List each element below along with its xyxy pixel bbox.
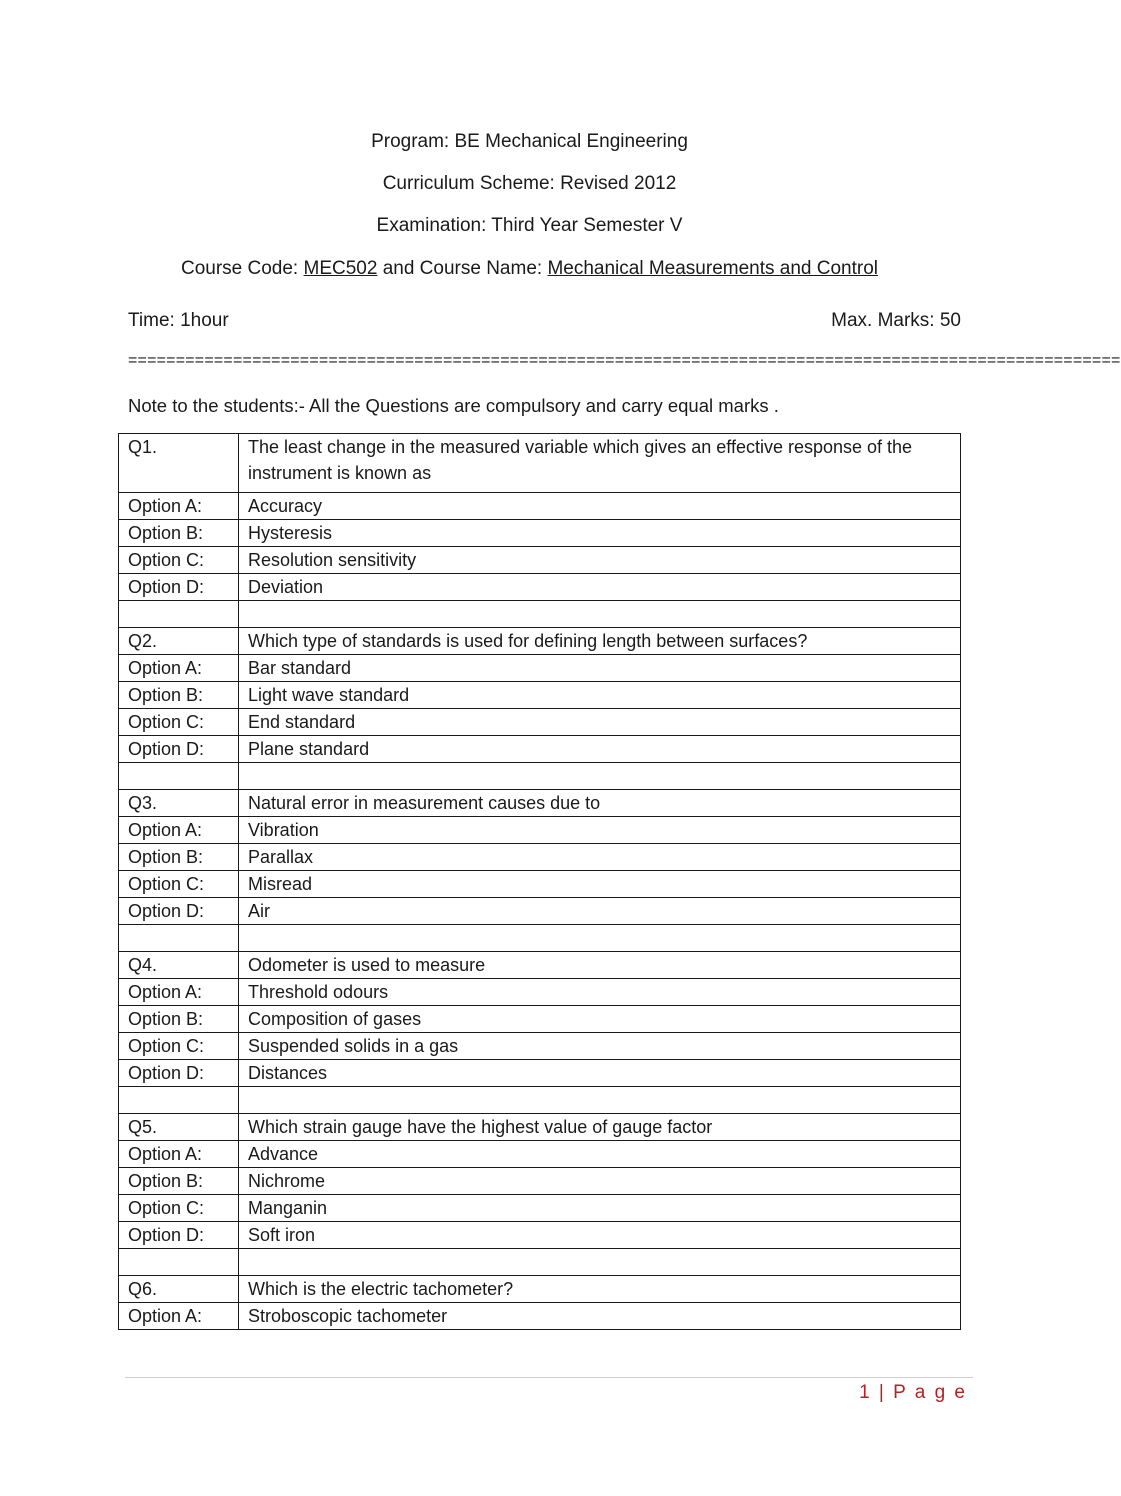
question-row <box>119 434 961 493</box>
blank-cell <box>119 925 239 952</box>
option-text: Manganin <box>239 1195 961 1222</box>
option-label: Option B: <box>119 520 239 547</box>
option-text: Bar standard <box>239 655 961 682</box>
blank-cell <box>239 601 961 628</box>
blank-cell <box>119 601 239 628</box>
question-label: Q5. <box>119 1114 239 1141</box>
option-row <box>119 547 961 574</box>
option-label: Option C: <box>119 1033 239 1060</box>
option-label: Option B: <box>119 1006 239 1033</box>
option-text: Suspended solids in a gas <box>239 1033 961 1060</box>
option-text: Threshold odours <box>239 979 961 1006</box>
option-label: Option C: <box>119 1195 239 1222</box>
question-row <box>119 1276 961 1303</box>
question-text: Natural error in measurement causes due to <box>239 790 961 817</box>
program-line: Program: BE Mechanical Engineering <box>371 131 688 152</box>
blank-row <box>119 1087 961 1114</box>
option-text: Nichrome <box>239 1168 961 1195</box>
option-row <box>119 1033 961 1060</box>
option-label: Option D: <box>119 574 239 601</box>
course-line <box>0 257 1059 281</box>
option-text: Vibration <box>239 817 961 844</box>
option-row <box>119 682 961 709</box>
option-label: Option A: <box>119 979 239 1006</box>
question-row <box>119 628 961 655</box>
blank-row <box>119 925 961 952</box>
option-row <box>119 520 961 547</box>
max-marks: Max. Marks: 50 <box>831 310 961 331</box>
option-row <box>119 898 961 925</box>
option-text: Hysteresis <box>239 520 961 547</box>
option-label: Option D: <box>119 898 239 925</box>
option-text: Soft iron <box>239 1222 961 1249</box>
option-text: Misread <box>239 871 961 898</box>
exam-time: Time: 1hour <box>128 310 229 331</box>
option-text: End standard <box>239 709 961 736</box>
option-label: Option D: <box>119 1060 239 1087</box>
question-text: Odometer is used to measure <box>239 952 961 979</box>
question-label: Q4. <box>119 952 239 979</box>
examination-line: Examination: Third Year Semester V <box>376 215 683 236</box>
option-row <box>119 1168 961 1195</box>
option-label: Option D: <box>119 736 239 763</box>
option-row <box>119 817 961 844</box>
option-label: Option C: <box>119 709 239 736</box>
page-number: 1 | P a g e <box>859 1382 967 1403</box>
option-label: Option A: <box>119 1303 239 1330</box>
option-row <box>119 736 961 763</box>
option-row <box>119 709 961 736</box>
option-row <box>119 655 961 682</box>
questions-table-body <box>119 434 961 1330</box>
option-text: Resolution sensitivity <box>239 547 961 574</box>
option-text: Plane standard <box>239 736 961 763</box>
option-row <box>119 979 961 1006</box>
blank-cell <box>239 1249 961 1276</box>
option-text: Stroboscopic tachometer <box>239 1303 961 1330</box>
question-text: Which is the electric tachometer? <box>239 1276 961 1303</box>
option-label: Option B: <box>119 682 239 709</box>
option-text: Accuracy <box>239 493 961 520</box>
option-row <box>119 574 961 601</box>
blank-cell <box>239 925 961 952</box>
option-row <box>119 1006 961 1033</box>
question-label: Q3. <box>119 790 239 817</box>
blank-cell <box>119 1087 239 1114</box>
option-label: Option B: <box>119 1168 239 1195</box>
question-text: The least change in the measured variable which gives an effective response of the instrument is known as <box>239 434 961 493</box>
option-text: Air <box>239 898 961 925</box>
question-label: Q2. <box>119 628 239 655</box>
option-row <box>119 1141 961 1168</box>
option-label: Option C: <box>119 871 239 898</box>
option-text: Light wave standard <box>239 682 961 709</box>
option-row <box>119 1060 961 1087</box>
course-name-prefix: and Course Name: <box>377 258 548 279</box>
option-label: Option A: <box>119 817 239 844</box>
questions-table <box>118 433 961 1330</box>
option-row <box>119 1195 961 1222</box>
option-label: Option B: <box>119 844 239 871</box>
option-row <box>119 871 961 898</box>
course-name: Mechanical Measurements and Control <box>547 258 879 279</box>
footer-rule <box>125 1377 973 1378</box>
question-row <box>119 790 961 817</box>
course-code-prefix: Course Code: <box>180 258 304 279</box>
question-row <box>119 952 961 979</box>
blank-cell <box>119 763 239 790</box>
option-label: Option A: <box>119 493 239 520</box>
option-label: Option A: <box>119 1141 239 1168</box>
question-text: Which strain gauge have the highest value of gauge factor <box>239 1114 961 1141</box>
option-text: Deviation <box>239 574 961 601</box>
option-text: Distances <box>239 1060 961 1087</box>
option-label: Option D: <box>119 1222 239 1249</box>
option-label: Option A: <box>119 655 239 682</box>
blank-row <box>119 763 961 790</box>
option-row <box>119 493 961 520</box>
course-code: MEC502 <box>303 258 378 279</box>
blank-row <box>119 601 961 628</box>
option-text: Parallax <box>239 844 961 871</box>
question-label: Q1. <box>119 434 239 493</box>
question-label: Q6. <box>119 1276 239 1303</box>
blank-cell <box>239 763 961 790</box>
option-text: Advance <box>239 1141 961 1168</box>
blank-row <box>119 1249 961 1276</box>
curriculum-line: Curriculum Scheme: Revised 2012 <box>382 173 677 194</box>
option-row <box>119 1222 961 1249</box>
question-row <box>119 1114 961 1141</box>
question-text: Which type of standards is used for defining length between surfaces? <box>239 628 961 655</box>
option-text: Composition of gases <box>239 1006 961 1033</box>
option-row <box>119 844 961 871</box>
separator-line: ======================================================================================================== <box>128 352 1121 369</box>
blank-cell <box>119 1249 239 1276</box>
option-label: Option C: <box>119 547 239 574</box>
student-note: Note to the students:- All the Questions are compulsory and carry equal marks . <box>128 395 779 416</box>
blank-cell <box>239 1087 961 1114</box>
option-row <box>119 1303 961 1330</box>
